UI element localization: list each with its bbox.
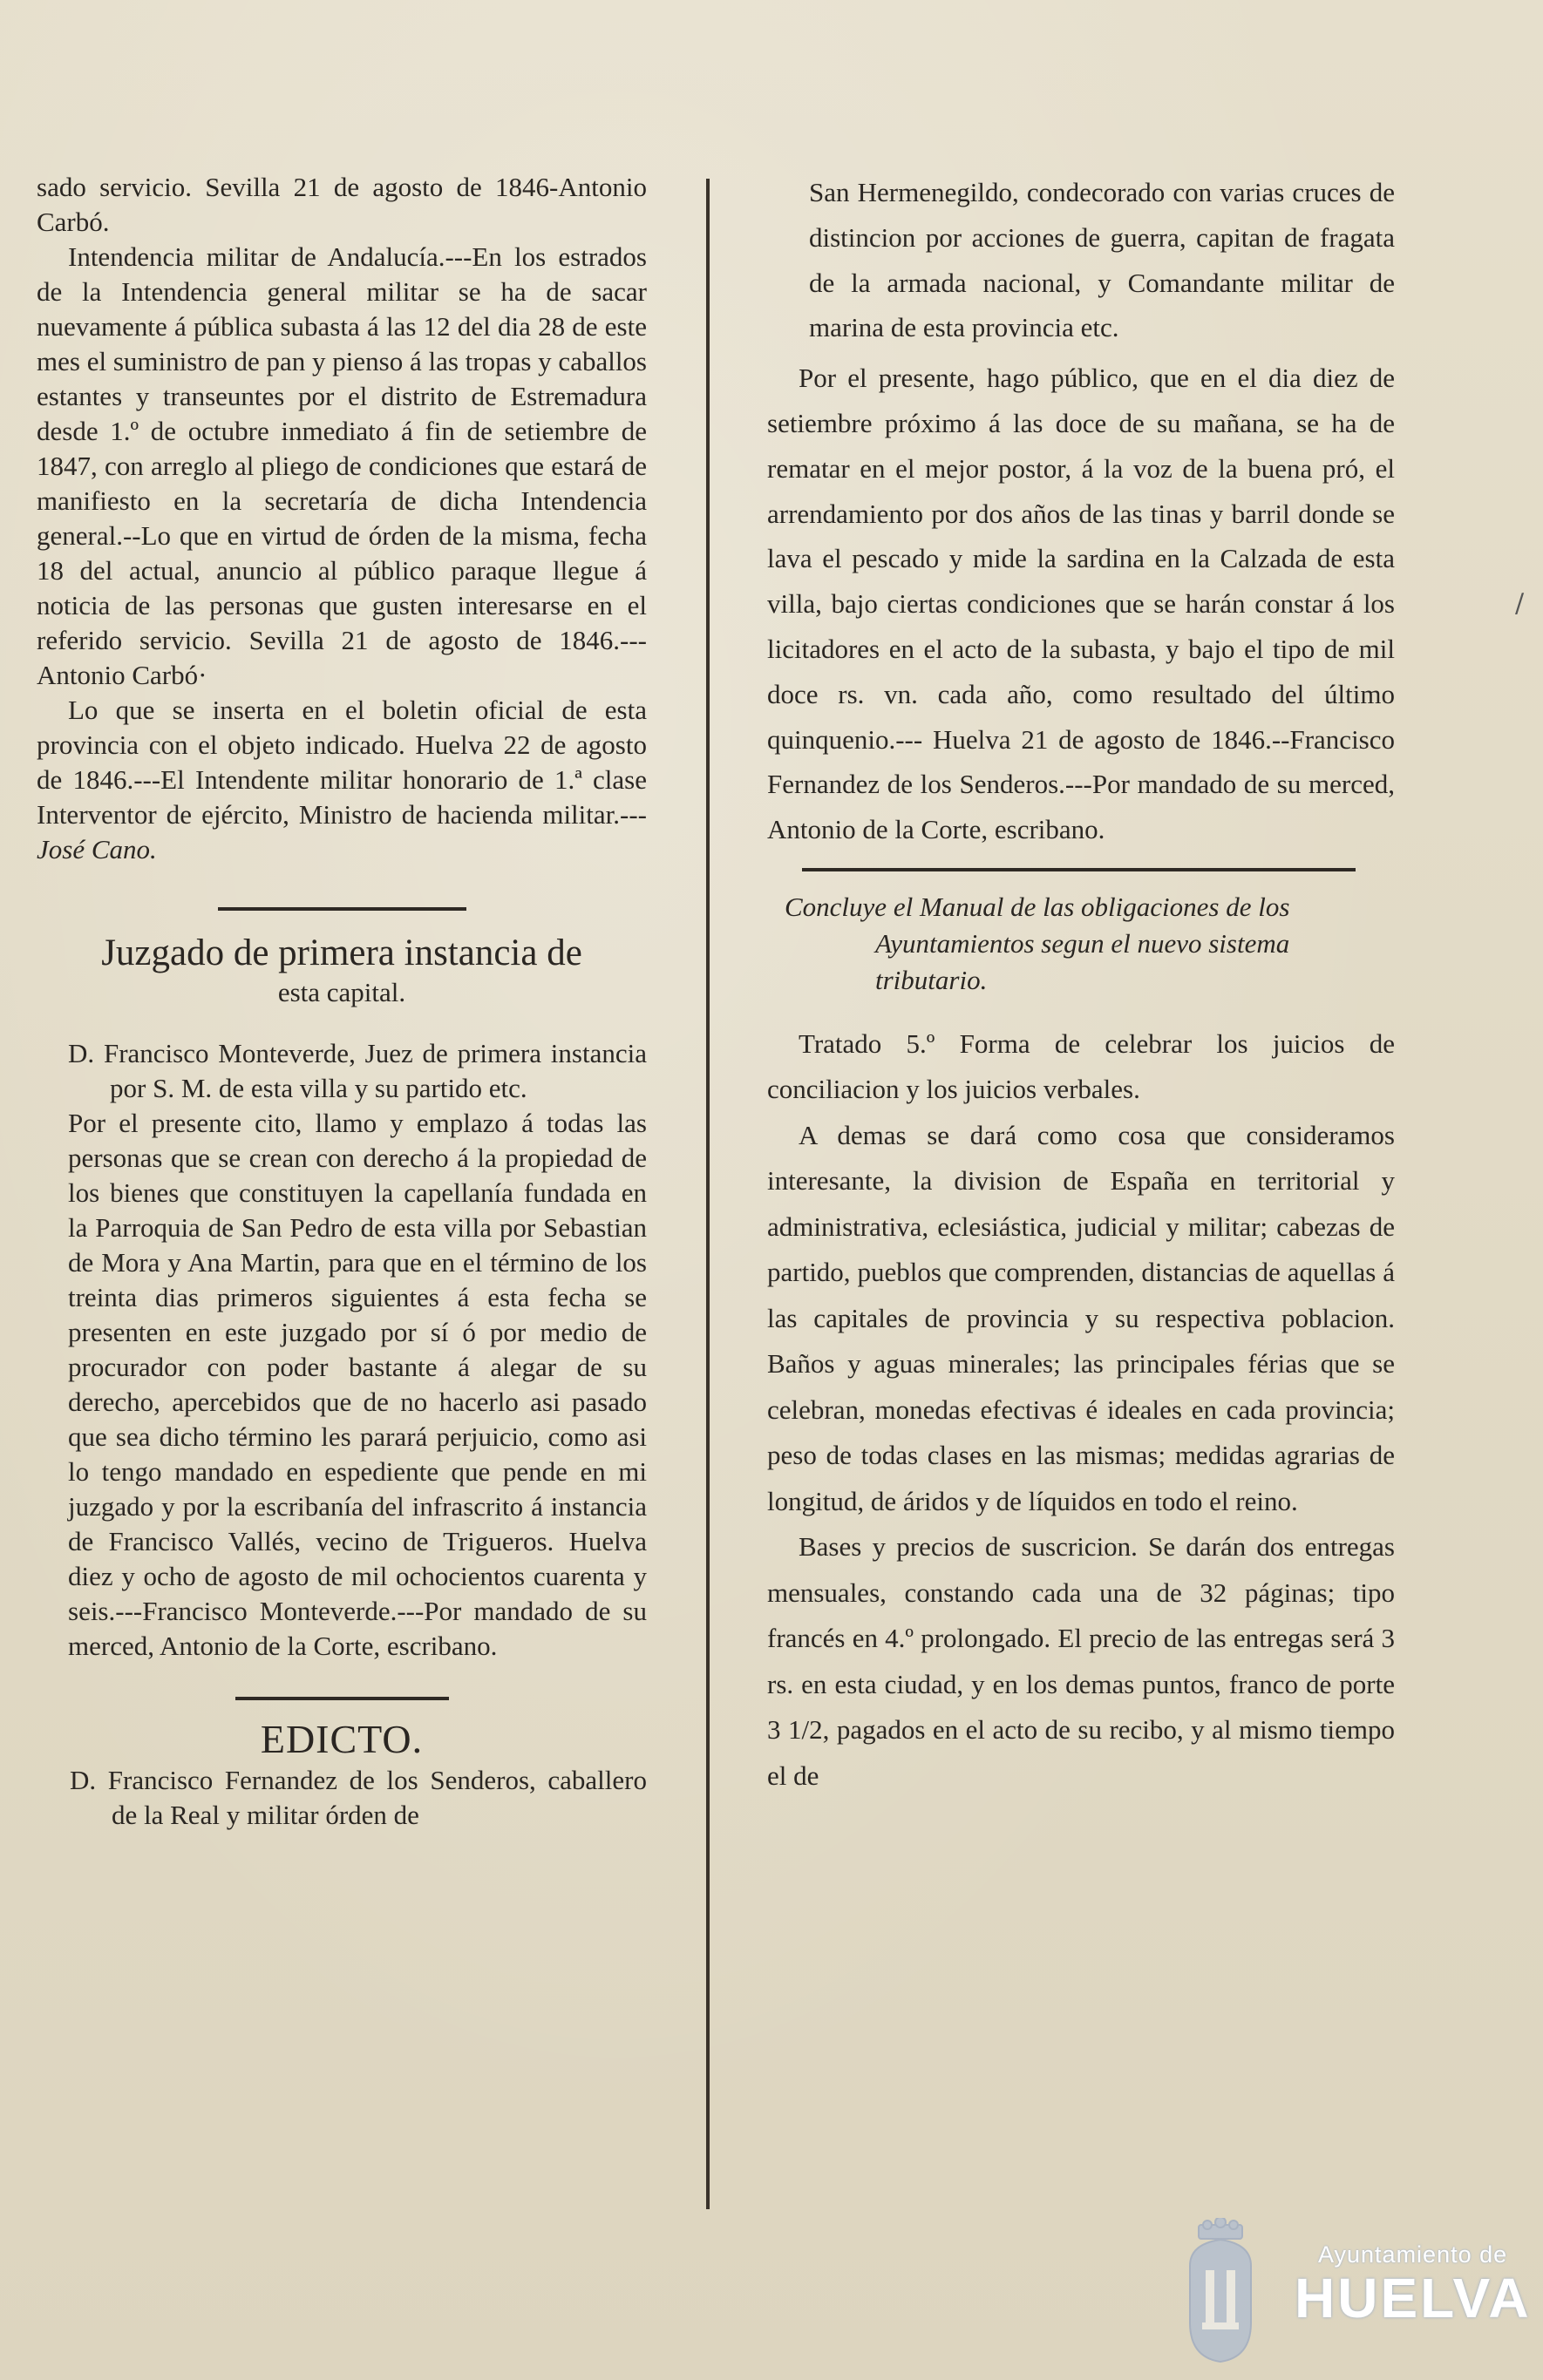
left-paragraph-3: [37, 693, 647, 867]
right-paragraph-5: Bases y precios de suscricion. Se darán dos entregas mensuales, constando cada una de 32 páginas; tipo francés en 4.º prolongado. El precio de las entregas será 3 rs. en esta ciudad, y en los demas puntos, franco de porte 3 1/2, pagados en el acto de su recibo, y al mismo tiempo el de: [767, 1531, 1395, 1791]
right-paragraph-1: San Hermenegildo, condecorado con varias cruces de distincion por acciones de guerra, capitan de fragata de la armada nacional, y Comandante militar de marina de esta provincia etc.: [809, 177, 1395, 343]
juzgado-intro: D. Francisco Monteverde, Juez de primera instancia por S. M. de esta villa y su partido etc.: [68, 1038, 647, 1103]
right-paragraph-3: Tratado 5.º Forma de celebrar los juicios de conciliacion y los juicios verbales.: [767, 1027, 1395, 1105]
left-paragraph-2: Intendencia militar de Andalucía.---En los estrados de la Intendencia general militar se ha de sacar nuevamente á pública subasta á las 12 del dia 28 de este mes el suministro de pan y pienso á las tropas y caballos estantes y transeuntes por el distrito de Estremadura desde 1.º de octubre inmediato á fin de setiembre de 1847, con arreglo al pliego de condiciones que estará de manifiesto en la secretaría de dicha Intendencia general.--Lo que en virtud de órden de la misma, fecha 18 del actual, anuncio al público paraque llegue á noticia de las personas que gusten interesarse en el referido servicio. Sevilla 21 de agosto de 1846.---Antonio Carbó·: [37, 241, 647, 690]
watermark-line-2: HUELVA: [1295, 2267, 1532, 2329]
right-column: [767, 170, 1395, 1799]
section-separator: [218, 907, 466, 911]
column-divider: [706, 179, 710, 2209]
right-paragraph-2: Por el presente, hago público, que en el dia diez de setiembre próximo á las doce de su mañana, se ha de rematar en el mejor postor, á la voz de la buena pró, el arrendamiento por dos años de las tinas y barril donde se lava el pescado y mide la sardina en la Calzada de esta villa, bajo ciertas condiciones que se harán constar á los licitadores en el acto de la subasta, y bajo el tipo de mil doce rs. vn. cada año, como resultado del último quinquenio.--- Huelva 21 de agosto de 1846.--Francisco Fernandez de los Senderos.---Por mandado de su merced, Antonio de la Corte, escribano.: [767, 363, 1395, 845]
right-paragraph-4: A demas se dará como cosa que consideramos interesante, la division de España en territorial y administrativa, eclesiástica, judicial y militar; cabezas de partido, pueblos que comprenden, distancias de aquellas á las capitales de provincia y su respectiva poblacion. Baños y aguas minerales; las principales férias que se celebran, monedas efectivas é ideales en cada provincia; peso de todas clases en las mismas; medidas agrarias de longitud, de áridos y de líquidos en todo el reino.: [767, 1119, 1395, 1516]
manual-body: [767, 1021, 1395, 1800]
edicto-heading: EDICTO.: [260, 1717, 424, 1761]
manual-title: Concluye el Manual de las obligaciones de los Ayuntamientos segun el nuevo sistema tributario.: [785, 891, 1290, 995]
watermark-line-1: Ayuntamiento de: [1318, 2241, 1508, 2268]
stray-mark: /: [1515, 588, 1525, 619]
section-separator: [235, 1697, 449, 1700]
section-separator: [802, 868, 1356, 871]
signature-jose-cano: José Cano.: [37, 834, 157, 865]
juzgado-body: Por el presente cito, llamo y emplazo á todas las personas que se crean con derecho á la propiedad de los bienes que constituyen la capellanía fundada en la Parroquia de San Pedro de esta villa por Sebastian de Mora y Ana Martin, para que en el término de los treinta dias primeros siguientes á esta fecha se presenten en este juzgado por sí ó por medio de procurador con poder bastante á alegar de su derecho, apercebidos que de no hacerlo asi pasado que sea dicho término les parará perjuicio, como asi lo tengo mandado en espediente que pende en mi juzgado y por la escribanía del infrascrito á instancia de Francisco Vallés, vecino de Trigueros. Huelva diez y ocho de agosto de mil ochocientos cuarenta y seis.---Francisco Monteverde.---Por mandado de su merced, Antonio de la Corte, escribano.: [68, 1108, 647, 1661]
edicto-intro: D. Francisco Fernandez de los Senderos, caballero de la Real y militar órden de: [70, 1765, 647, 1830]
left-column: [37, 170, 647, 1833]
juzgado-heading: Juzgado de primera instancia de: [101, 932, 582, 973]
juzgado-subheading: esta capital.: [277, 977, 406, 1007]
left-paragraph-3-text: Lo que se inserta en el boletin oficial de esta provincia con el objeto indicado. Huelva 22 de agosto de 1846.---El Intendente militar honorario de 1.ª clase Interventor de ejército, Ministro de hacienda militar.---: [37, 695, 647, 830]
left-paragraph-1: sado servicio. Sevilla 21 de agosto de 1846-Antonio Carbó.: [37, 172, 647, 237]
